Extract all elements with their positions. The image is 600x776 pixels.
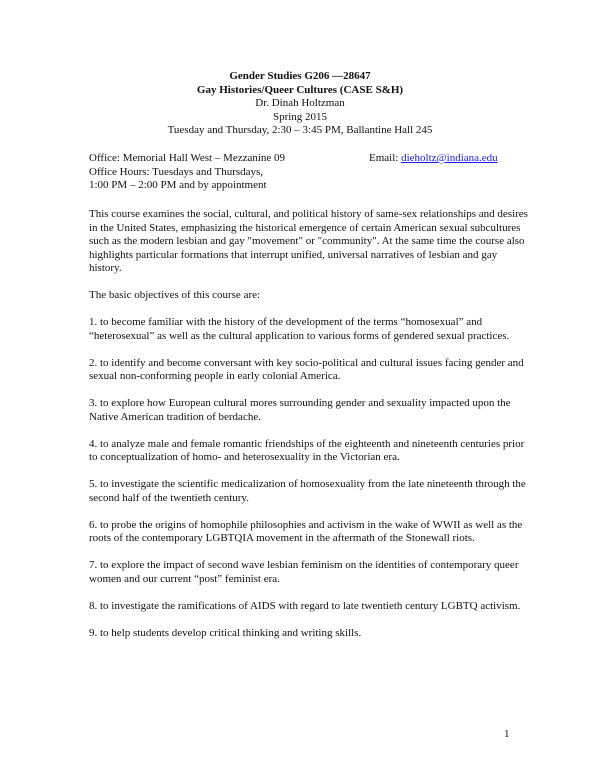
objectives-heading: The basic objectives of this course are: [89,289,261,301]
office-location: Office: Memorial Hall West – Mezzanine 09 [89,152,286,164]
course-title: Gay Histories/Queer Cultures (CASE S&H) [196,83,404,96]
objective-item: 9. to help students develop critical thinking and writing skills. [89,626,362,639]
email-link[interactable]: dieholtz@indiana.edu [401,152,498,164]
course-description: This course examines the social, cultural, and political history of same-sex relationships and desires in the United States, emphasizing the historical emergence of certain American sexual subcultures such as the modern lesbian and gay "movement" or "community". At the same time the course also highlights particular formations that interrupt unified, universal narratives of lesbian and gay history. [89,208,528,274]
course-code: Gender Studies G206 —28647 [229,70,371,82]
instructor-name: Dr. Dinah Holtzman [255,97,345,109]
office-hours-line1: Office Hours: Tuesdays and Thursdays, [89,165,264,178]
objective-item: 8. to investigate the ramifications of AIDS with regard to late twentieth century LGBTQ activism. [89,599,521,612]
objective-item: 3. to explore how European cultural mores surrounding gender and sexuality impacted upon the Native American tradition of berdache. [89,397,511,423]
objective-item: 5. to investigate the scientific medicalization of homosexuality from the late nineteenth through the second half of the twentieth century. [89,478,526,504]
email-label: Email: [369,152,402,164]
syllabus-body [89,208,529,654]
objective-item: 2. to identify and become conversant with key socio-political and cultural issues facing gender and sexual non-conforming people in early colonial America. [89,356,524,382]
objective-item: 7. to explore the impact of second wave lesbian feminism on the identities of contemporary queer women and our current “post” feminist era. [89,559,519,585]
class-schedule: Tuesday and Thursday, 2:30 – 3:45 PM, Ballantine Hall 245 [167,124,433,136]
office-info [89,152,529,193]
office-hours-line2: 1:00 PM – 2:00 PM and by appointment [89,179,267,191]
email-block [369,152,498,166]
term: Spring 2015 [272,110,328,123]
course-header [0,70,600,138]
objective-item: 6. to probe the origins of homophile philosophies and activism in the wake of WWII as well as the roots of the contemporary LGBTQIA movement in the aftermath of the Stonewall riots. [89,518,523,544]
page-number: 1 [504,728,510,740]
objective-item: 4. to analyze male and female romantic friendships of the eighteenth and nineteenth centuries prior to conceptualization of homo- and heterosexuality in the Victorian era. [89,437,525,463]
objective-item: 1. to become familiar with the history of the development of the terms “homosexual” and “heterosexual” as well as the cultural application to various forms of gendered sexual practices. [89,316,510,342]
